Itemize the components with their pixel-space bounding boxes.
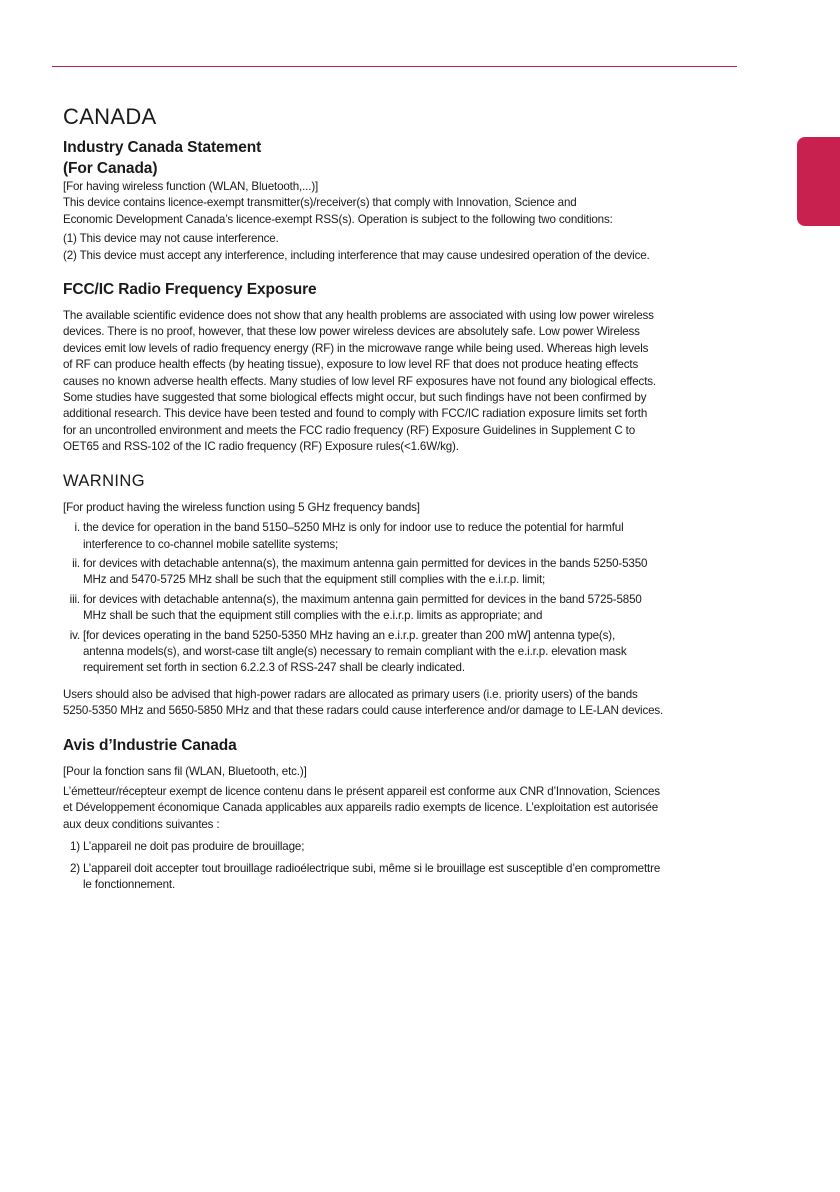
list-item-line: le fonctionnement. — [83, 878, 176, 891]
warning-heading: WARNING — [63, 471, 145, 490]
avis-conditions-list — [63, 839, 763, 893]
list-item-line: MHz shall be such that the equipment still complies with the e.i.r.p. limits as appropriate; and — [83, 609, 543, 623]
industry-canada-condition-1: (1) This device may not cause interference. — [63, 232, 279, 246]
industry-canada-body-line: This device contains licence-exempt transmitter(s)/receiver(s) that comply with Innovation, Science and — [63, 196, 577, 210]
list-item-line: [for devices operating in the band 5250-5350 MHz having an e.i.r.p. greater than 200 mW] antenna type(s), — [83, 628, 616, 642]
list-item-line: MHz and 5470-5725 MHz shall be such that the equipment still complies with the e.i.r.p. limit; — [83, 573, 546, 587]
list-item — [63, 839, 763, 855]
list-item — [63, 520, 763, 553]
list-item — [63, 861, 763, 894]
list-item-line: for devices with detachable antenna(s), the maximum antenna gain permitted for devices in the band 5725-5850 — [83, 592, 642, 606]
list-item — [63, 628, 763, 677]
document-body — [63, 103, 763, 898]
rf-exposure-line: Some studies have suggested that some biological effects might occur, but such findings have not been confirmed by — [63, 391, 647, 405]
avis-body-line: L’émetteur/récepteur exempt de licence contenu dans le présent appareil est conforme aux CNR d’Innovation, Sciences — [63, 784, 660, 798]
list-item — [63, 556, 763, 589]
list-item-number: 1) — [69, 840, 80, 854]
list-item-line: antenna models(s), and worst-case tilt angle(s) necessary to remain compliant with the e.i.r.p. elevation mask — [83, 644, 627, 658]
rf-exposure-line: devices emit low levels of radio frequency energy (RF) in the microwave range while being used. Whereas high levels — [63, 341, 649, 355]
avis-body-line: et Développement économique Canada applicables aux appareils radio exempts de licence. L’exploitation est autorisée — [63, 801, 659, 815]
list-item-number: iii. — [69, 592, 80, 606]
rf-exposure-line: OET65 and RSS-102 of the IC radio frequency (RF) Exposure rules(<1.6W/kg). — [63, 440, 459, 454]
list-item-line: interference to co-channel mobile satellite systems; — [83, 537, 339, 551]
header-rule — [52, 66, 737, 67]
page-title: CANADA — [63, 104, 157, 129]
rf-exposure-line: causes no known adverse health effects. Many studies of low level RF exposures have not found any biological effects. — [63, 374, 656, 388]
warning-note: [For product having the wireless function using 5 GHz frequency bands] — [63, 500, 420, 514]
list-item-number: i. — [74, 521, 80, 535]
industry-canada-note: [For having wireless function (WLAN, Bluetooth,...)] — [63, 180, 319, 193]
rf-exposure-paragraph — [63, 308, 763, 456]
list-item-number: 2) — [69, 861, 80, 875]
industry-canada-body-line: Economic Development Canada’s licence-exempt RSS(s). Operation is subject to the following two conditions: — [63, 212, 613, 226]
list-item-number: iv. — [69, 628, 80, 642]
industry-canada-subheading: (For Canada) — [63, 160, 158, 177]
rf-exposure-line: The available scientific evidence does not show that any health problems are associated with using low power wireless — [63, 309, 654, 323]
list-item-line: L’appareil doit accepter tout brouillage radioélectrique subi, même si le brouillage est susceptible d’en compromettre — [83, 861, 661, 875]
avis-body-line: aux deux conditions suivantes : — [63, 817, 220, 831]
warning-advice-line: 5250-5350 MHz and 5650-5850 MHz and that these radars could cause interference and/or damage to LE-LAN devices. — [63, 704, 664, 718]
list-item-line: for devices with detachable antenna(s), the maximum antenna gain permitted for devices in the bands 5250-5350 — [83, 556, 648, 570]
language-side-tab — [797, 137, 840, 226]
rf-exposure-heading: FCC/IC Radio Frequency Exposure — [63, 281, 317, 299]
rf-exposure-line: of RF can produce health effects (by heating tissue), exposure to low level RF that does not produce heating effects — [63, 358, 639, 372]
avis-note: [Pour la fonction sans fil (WLAN, Bluetooth, etc.)] — [63, 764, 307, 778]
rf-exposure-line: for an uncontrolled environment and meets the FCC radio frequency (RF) Exposure Guidelines in Supplement C to — [63, 423, 636, 437]
rf-exposure-line: additional research. This device have been tested and found to comply with FCC/IC radiation exposure limits set forth — [63, 407, 648, 421]
rf-exposure-line: devices. There is no proof, however, that these low power wireless devices are absolutely safe. Low power Wireless — [63, 325, 640, 339]
industry-canada-condition-2: (2) This device must accept any interference, including interference that may cause undesired operation of the device. — [63, 248, 650, 262]
list-item-line: requirement set forth in section 6.2.2.3 of RSS-247 shall be clearly indicated. — [83, 661, 465, 675]
avis-heading: Avis d’Industrie Canada — [63, 736, 237, 754]
list-item-line: the device for operation in the band 5150–5250 MHz is only for indoor use to reduce the potential for harmful — [83, 521, 624, 535]
industry-canada-heading: Industry Canada Statement — [63, 139, 262, 156]
warning-list — [63, 520, 763, 677]
list-item — [63, 592, 763, 625]
warning-advice-line: Users should also be advised that high-power radars are allocated as primary users (i.e. priority users) of the bands — [63, 687, 638, 701]
list-item-line: L’appareil ne doit pas produire de brouillage; — [83, 840, 305, 854]
list-item-number: ii. — [72, 556, 80, 570]
